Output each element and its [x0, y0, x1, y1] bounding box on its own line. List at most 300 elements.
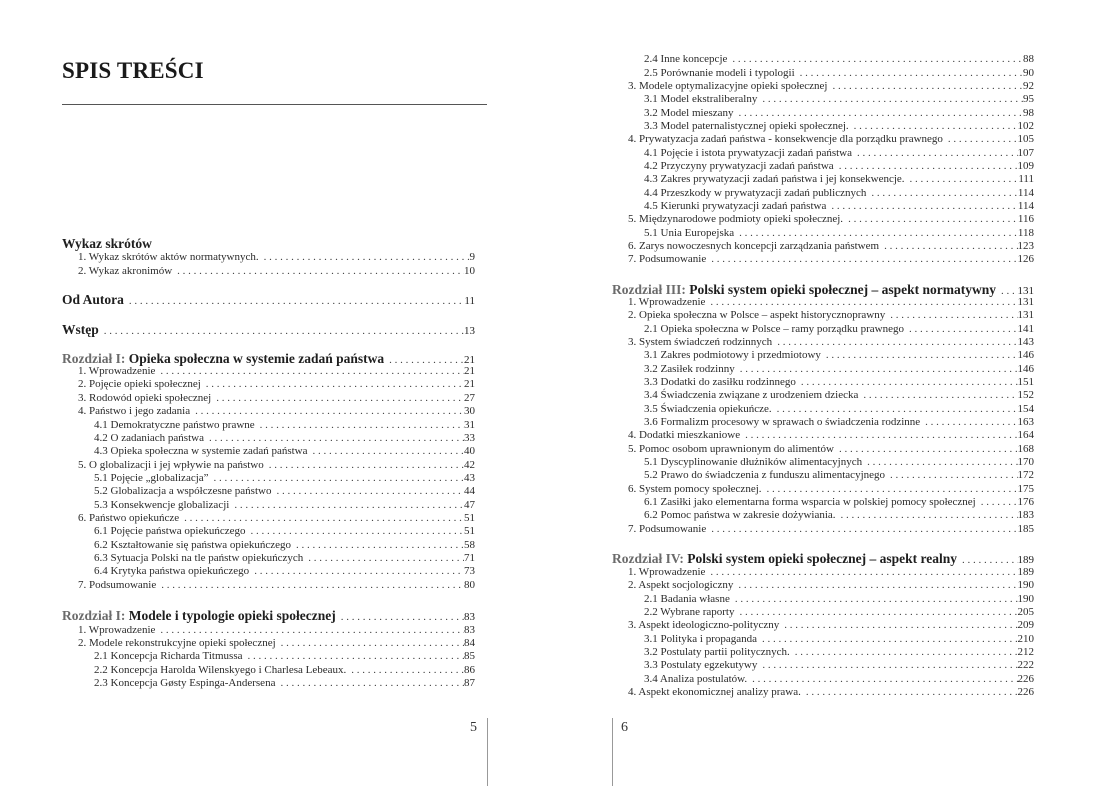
- toc-entry: [612, 523, 1034, 535]
- dot-leader: [779, 619, 1017, 631]
- toc-page-number: 109: [1017, 160, 1034, 172]
- toc-entry: [612, 227, 1034, 239]
- dot-leader: [849, 120, 1018, 132]
- toc-entry-title: [62, 236, 152, 252]
- toc-page-number: 58: [464, 539, 475, 551]
- toc-entry-title: [644, 673, 747, 685]
- toc-entry-title: [628, 579, 733, 591]
- toc-entry-title: [94, 445, 308, 457]
- toc-entry: [612, 579, 1034, 591]
- toc-entry-title: [644, 416, 920, 428]
- toc-entry-title: [78, 624, 155, 636]
- toc-entry-text: 4.3 Zakres prywatyzacji zadań państwa i jej konsekwencje.: [644, 173, 905, 185]
- toc-entry-title: [78, 579, 156, 591]
- toc-entry-title: [644, 509, 836, 521]
- dot-leader: [734, 227, 1018, 239]
- dot-leader: [229, 499, 464, 511]
- toc-page-number: 11: [464, 295, 475, 307]
- toc-entry-title: [628, 429, 740, 441]
- toc-entry-title: [628, 213, 843, 225]
- toc-entry-title: [78, 512, 179, 524]
- toc-entry: [612, 67, 1034, 79]
- toc-entry: [62, 445, 475, 457]
- toc-entry: [62, 499, 475, 511]
- toc-entry: [612, 496, 1034, 508]
- toc-entry-text: 5. Międzynarodowe podmioty opieki społecznej.: [628, 213, 844, 225]
- toc-entry-text: 4.4 Przeszkody w prywatyzacji zadań publicznych: [644, 187, 867, 199]
- toc-entry-title: [644, 323, 904, 335]
- toc-page-number: 71: [464, 552, 475, 564]
- toc-entry-text: 4.2 Przyczyny prywatyzacji zadań państwa: [644, 160, 834, 172]
- toc-page-number: 172: [1017, 469, 1034, 481]
- dot-leader: [790, 646, 1018, 658]
- toc-page-number: 40: [464, 445, 475, 457]
- toc-entry-title: [628, 80, 827, 92]
- toc-entry-title: [78, 459, 264, 471]
- dot-leader: [920, 416, 1017, 428]
- toc-page-number: 51: [464, 512, 475, 524]
- toc-entry-title: [628, 296, 705, 308]
- toc-entry: [62, 565, 475, 577]
- toc-page-number: 95: [1023, 93, 1034, 105]
- toc-entry-text: 5.1 Pojęcie „globalizacja”: [94, 472, 209, 484]
- toc-entry-title: [62, 322, 99, 338]
- chapter-label: Rozdział IV:: [612, 551, 688, 566]
- toc-entry: [62, 624, 475, 636]
- toc-page-number: 21: [464, 365, 475, 377]
- toc-chapter-entry: [62, 292, 475, 308]
- toc-page-number: 44: [464, 485, 475, 497]
- gutter-line-right: [612, 718, 613, 786]
- toc-entry-text: 2. Pojęcie opieki społecznej: [78, 378, 201, 390]
- dot-leader: [255, 419, 464, 431]
- dot-leader: [733, 579, 1017, 591]
- chapter-label: Rozdział III:: [612, 282, 690, 297]
- toc-entry: [612, 147, 1034, 159]
- toc-entry-text: 5.1 Unia Europejska: [644, 227, 735, 239]
- toc-entry-text: 4.1 Demokratyczne państwo prawne: [94, 419, 255, 431]
- toc-page-number: 114: [1017, 200, 1034, 212]
- dot-leader: [772, 336, 1017, 348]
- title-rule: [62, 104, 487, 105]
- toc-entry-text: Opieka społeczna w systemie zadań państwa: [128, 351, 385, 366]
- toc-entry-text: 4. Aspekt ekonomicznej analizy prawa.: [628, 686, 801, 698]
- dot-leader: [242, 650, 464, 662]
- toc-entry-text: 7. Podsumowanie: [628, 523, 707, 535]
- dot-leader: [259, 251, 470, 263]
- toc-page-number: 116: [1017, 213, 1034, 225]
- dot-leader: [308, 445, 464, 457]
- toc-entry-text: 3.2 Model mieszany: [644, 107, 734, 119]
- toc-entry-text: 5.2 Prawo do świadczenia z funduszu alimentacyjnego: [644, 469, 886, 481]
- toc-page-number: 9: [469, 251, 475, 263]
- toc-entry-title: [644, 147, 852, 159]
- toc-entry: [62, 265, 475, 277]
- toc-entry: [62, 485, 475, 497]
- toc-entry: [612, 120, 1034, 132]
- dot-leader: [904, 323, 1018, 335]
- dot-leader: [211, 392, 464, 404]
- toc-page-number: 107: [1017, 147, 1034, 159]
- toc-page-number: 123: [1017, 240, 1034, 252]
- toc-entry-title: [94, 552, 303, 564]
- toc-page-number: 131: [1017, 285, 1034, 297]
- toc-entry-text: 4.2 O zadaniach państwa: [94, 432, 204, 444]
- dot-leader: [705, 566, 1017, 578]
- chapter-label: Rozdział I:: [62, 608, 129, 623]
- toc-page-number: 47: [464, 499, 475, 511]
- toc-entry-title: [78, 637, 276, 649]
- dot-leader: [772, 403, 1018, 415]
- toc-entry-title: [628, 133, 943, 145]
- toc-entry-title: [94, 677, 275, 689]
- dot-leader: [826, 200, 1018, 212]
- toc-page-number: 183: [1017, 509, 1034, 521]
- toc-page-number: 190: [1017, 579, 1034, 591]
- toc-page-number: 43: [464, 472, 475, 484]
- dot-leader: [276, 637, 464, 649]
- toc-page-number: 92: [1023, 80, 1034, 92]
- toc-chapter-entry: [62, 608, 475, 624]
- toc-entry-text: Modele i typologie opieki społecznej: [128, 608, 336, 623]
- toc-entry: [612, 53, 1034, 65]
- gutter-line-left: [487, 718, 488, 786]
- toc-entry-title: [644, 187, 866, 199]
- toc-entry-text: 1. Wykaz skrótów aktów normatywnych.: [78, 251, 259, 263]
- toc-entry-title: [78, 392, 211, 404]
- dot-leader: [172, 265, 464, 277]
- toc-entry: [612, 619, 1034, 631]
- toc-entry: [62, 650, 475, 662]
- toc-page-number: 164: [1017, 429, 1034, 441]
- toc-entry: [612, 213, 1034, 225]
- toc-entry: [62, 419, 475, 431]
- toc-entry-text: 2.5 Porównanie modeli i typologii: [644, 67, 795, 79]
- toc-entry-text: 1. Wprowadzenie: [78, 624, 156, 636]
- toc-entry-title: [62, 292, 124, 308]
- toc-page-number: 30: [464, 405, 475, 417]
- toc-page-number: 86: [464, 664, 475, 676]
- dot-leader: [705, 296, 1017, 308]
- toc-entry-text: 2. Opieka społeczna w Polsce – aspekt historycznoprawny: [628, 309, 886, 321]
- toc-entry-text: 6.4 Krytyka państwa opiekuńczego: [94, 565, 250, 577]
- dot-leader: [836, 509, 1018, 521]
- toc-entry-title: [644, 389, 858, 401]
- toc-page-number: 13: [464, 325, 475, 337]
- toc-entry-text: 2. Wykaz akronimów: [78, 265, 173, 277]
- toc-entry-title: [94, 485, 271, 497]
- toc-entry-title: [94, 432, 204, 444]
- page-number-right: 6: [621, 720, 628, 735]
- toc-entry-text: 7. Podsumowanie: [78, 579, 157, 591]
- toc-entry-text: 6.1 Zasiłki jako elementarna forma wsparcia w polskiej pomocy społecznej: [644, 496, 976, 508]
- toc-entry: [62, 579, 475, 591]
- toc-page-number: 163: [1017, 416, 1034, 428]
- toc-entry-title: [78, 405, 190, 417]
- toc-entry: [62, 365, 475, 377]
- toc-page-number: 212: [1017, 646, 1034, 658]
- dot-leader: [821, 349, 1018, 361]
- dot-leader: [727, 53, 1023, 65]
- toc-entry-text: 3.1 Model ekstraliberalny: [644, 93, 758, 105]
- toc-entry-text: 2.1 Badania własne: [644, 593, 730, 605]
- toc-entry-title: [644, 200, 826, 212]
- dot-leader: [852, 147, 1017, 159]
- toc-entry-title: [94, 650, 242, 662]
- toc-entry-text: 4.5 Kierunki prywatyzacji zadań państwa: [644, 200, 827, 212]
- toc-entry-text: 3.3 Dodatki do zasiłku rodzinnego: [644, 376, 796, 388]
- toc-page-number: 31: [464, 419, 475, 431]
- toc-entry-title: [644, 376, 796, 388]
- dot-leader: [747, 673, 1017, 685]
- toc-entry-text: 6.1 Pojęcie państwa opiekuńczego: [94, 525, 246, 537]
- toc-page-number: 141: [1017, 323, 1034, 335]
- toc-entry-text: 6. Państwo opiekuńcze: [78, 512, 180, 524]
- toc-entry-title: [644, 403, 772, 415]
- dot-leader: [858, 389, 1017, 401]
- toc-entry-text: 6.2 Kształtowanie się państwa opiekuńczego: [94, 539, 292, 551]
- toc-page-number: 168: [1017, 443, 1034, 455]
- toc-entry-text: 2.4 Inne koncepcje: [644, 53, 728, 65]
- toc-entry: [612, 173, 1034, 185]
- dot-leader: [190, 405, 464, 417]
- dot-leader: [757, 659, 1017, 671]
- toc-page-number: 90: [1023, 67, 1034, 79]
- toc-entry-text: 5.2 Globalizacja a współczesne państwo: [94, 485, 272, 497]
- dot-leader: [801, 686, 1018, 698]
- dot-leader: [976, 496, 1018, 508]
- toc-entry-title: [644, 606, 734, 618]
- toc-entry-title: [628, 483, 762, 495]
- toc-entry-title: [644, 659, 757, 671]
- toc-entry-text: 3.5 Świadczenia opiekuńcze.: [644, 403, 772, 415]
- dot-leader: [275, 677, 464, 689]
- dot-leader: [879, 240, 1017, 252]
- toc-entry-title: [94, 419, 255, 431]
- toc-page-number: 190: [1017, 593, 1034, 605]
- toc-entry-text: 3. Rodowód opieki społecznej: [78, 392, 212, 404]
- dot-leader: [885, 309, 1017, 321]
- toc-entry-title: [628, 566, 705, 578]
- dot-leader: [843, 213, 1018, 225]
- toc-entry: [612, 403, 1034, 415]
- dot-leader: [155, 624, 464, 636]
- toc-entry-text: 5.1 Dyscyplinowanie dłużników alimentacyjnych: [644, 456, 863, 468]
- toc-page-number: 88: [1023, 53, 1034, 65]
- toc-page-number: 118: [1017, 227, 1034, 239]
- toc-entry: [62, 405, 475, 417]
- toc-page-number: 146: [1017, 349, 1034, 361]
- dot-leader: [706, 253, 1017, 265]
- toc-entry: [612, 107, 1034, 119]
- toc-entry-text: 6.3 Sytuacja Polski na tle państw opiekuńczych: [94, 552, 304, 564]
- toc-page-number: 73: [464, 565, 475, 577]
- toc-chapter-entry: [62, 236, 475, 252]
- toc-entry: [612, 606, 1034, 618]
- toc-entry: [62, 539, 475, 551]
- toc-page-number: 176: [1017, 496, 1034, 508]
- toc-entry: [612, 416, 1034, 428]
- toc-entry-title: [612, 551, 957, 567]
- toc-entry: [612, 429, 1034, 441]
- toc-page-number: 10: [464, 265, 475, 277]
- toc-chapter-entry: [62, 322, 475, 338]
- toc-entry-text: 7. Podsumowanie: [628, 253, 707, 265]
- toc-entry-title: [628, 309, 885, 321]
- toc-entry-text: Wstęp: [62, 322, 99, 337]
- dot-leader: [757, 633, 1017, 645]
- toc-entry-title: [644, 646, 790, 658]
- toc-page-number: 175: [1017, 483, 1034, 495]
- page-title: SPIS TREŚCI: [62, 58, 204, 83]
- toc-entry-text: 3. System świadczeń rodzinnych: [628, 336, 773, 348]
- toc-entry: [612, 200, 1034, 212]
- toc-entry-title: [628, 240, 879, 252]
- toc-page-number: 80: [464, 579, 475, 591]
- dot-leader: [734, 107, 1023, 119]
- toc-entry: [612, 133, 1034, 145]
- toc-entry: [612, 633, 1034, 645]
- chapter-label: Rozdział I:: [62, 351, 129, 366]
- toc-page-number: 226: [1017, 673, 1034, 685]
- toc-entry-title: [644, 593, 730, 605]
- toc-page-number: 152: [1017, 389, 1034, 401]
- toc-page-number: 131: [1017, 309, 1034, 321]
- toc-entry-text: 4. Dodatki mieszkaniowe: [628, 429, 741, 441]
- toc-page-number: 222: [1017, 659, 1034, 671]
- toc-entry-text: 1. Wprowadzenie: [628, 296, 706, 308]
- toc-entry-title: [628, 253, 706, 265]
- toc-entry-text: 2.3 Koncepcja Gøsty Espinga-Andersena: [94, 677, 276, 689]
- toc-page-number: 210: [1017, 633, 1034, 645]
- toc-entry-title: [94, 472, 209, 484]
- toc-entry: [612, 686, 1034, 698]
- toc-entry-title: [94, 565, 249, 577]
- toc-entry: [612, 456, 1034, 468]
- toc-entry-text: Polski system opieki społecznej – aspekt realny: [687, 551, 958, 566]
- toc-entry-text: 1. Wprowadzenie: [628, 566, 706, 578]
- toc-entry: [62, 432, 475, 444]
- dot-leader: [201, 378, 464, 390]
- toc-entry-title: [628, 686, 801, 698]
- toc-entry-title: [644, 93, 757, 105]
- dot-leader: [336, 611, 464, 623]
- toc-entry: [612, 160, 1034, 172]
- toc-entry-text: 4.1 Pojęcie i istota prywatyzacji zadań państwa: [644, 147, 853, 159]
- dot-leader: [706, 523, 1017, 535]
- dot-leader: [124, 295, 465, 307]
- dot-leader: [862, 456, 1017, 468]
- toc-entry-title: [94, 499, 229, 511]
- toc-entry-text: 2.1 Opieka społeczna w Polsce – ramy porządku prawnego: [644, 323, 904, 335]
- toc-entry-text: Od Autora: [62, 292, 124, 307]
- toc-entry: [612, 336, 1034, 348]
- toc-entry: [612, 309, 1034, 321]
- toc-entry: [62, 472, 475, 484]
- toc-entry: [612, 253, 1034, 265]
- dot-leader: [957, 554, 1017, 566]
- toc-page-number: 111: [1018, 173, 1034, 185]
- toc-page-number: 209: [1017, 619, 1034, 631]
- dot-leader: [271, 485, 464, 497]
- dot-leader: [155, 365, 464, 377]
- toc-page-number: 84: [464, 637, 475, 649]
- toc-entry: [612, 646, 1034, 658]
- toc-page-number: 21: [464, 378, 475, 390]
- dot-leader: [796, 376, 1018, 388]
- dot-leader: [885, 469, 1017, 481]
- toc-entry: [612, 349, 1034, 361]
- toc-entry: [612, 389, 1034, 401]
- toc-entry-text: 4. Państwo i jego zadania: [78, 405, 191, 417]
- toc-entry-text: 4.3 Opieka społeczna w systemie zadań państwa: [94, 445, 308, 457]
- toc-entry-text: 3. Aspekt ideologiczno-polityczny: [628, 619, 780, 631]
- toc-entry-title: [628, 619, 779, 631]
- toc-entry-text: 2. Aspekt socjologiczny: [628, 579, 734, 591]
- toc-entry-title: [628, 523, 706, 535]
- toc-entry-text: Wykaz skrótów: [62, 236, 152, 251]
- toc-entry-text: 5. O globalizacji i jej wpływie na państwo: [78, 459, 264, 471]
- dot-leader: [179, 512, 464, 524]
- dot-leader: [734, 606, 1017, 618]
- toc-page-number: 33: [464, 432, 475, 444]
- toc-entry-title: [644, 227, 734, 239]
- toc-entry-text: Polski system opieki społecznej – aspekt normatywny: [689, 282, 996, 297]
- dot-leader: [730, 593, 1018, 605]
- dot-leader: [795, 67, 1023, 79]
- toc-entry-title: [644, 67, 795, 79]
- toc-entry-text: 3.1 Polityka i propaganda: [644, 633, 758, 645]
- toc-entry: [612, 376, 1034, 388]
- toc-entry-text: 6.2 Pomoc państwa w zakresie dożywiania.: [644, 509, 836, 521]
- toc-entry: [612, 296, 1034, 308]
- toc-entry-title: [644, 173, 905, 185]
- dot-leader: [264, 459, 464, 471]
- toc-page-number: 114: [1017, 187, 1034, 199]
- toc-entry-text: 2.2 Koncepcja Harolda Wilenskyego i Charlesa Lebeaux.: [94, 664, 347, 676]
- toc-entry: [62, 525, 475, 537]
- toc-entry-text: 3. Modele optymalizacyjne opieki społecznej: [628, 80, 828, 92]
- toc-page-number: 151: [1017, 376, 1034, 388]
- dot-leader: [905, 173, 1019, 185]
- toc-entry-text: 2.2 Wybrane raporty: [644, 606, 735, 618]
- toc-entry: [612, 659, 1034, 671]
- dot-leader: [762, 483, 1018, 495]
- toc-entry: [62, 378, 475, 390]
- toc-entry: [612, 593, 1034, 605]
- dot-leader: [346, 664, 464, 676]
- toc-page-number: 83: [464, 611, 475, 623]
- toc-page-number: 98: [1023, 107, 1034, 119]
- toc-entry: [612, 673, 1034, 685]
- dot-leader: [740, 429, 1017, 441]
- toc-entry-title: [78, 378, 201, 390]
- toc-page-number: 42: [464, 459, 475, 471]
- dot-leader: [249, 565, 464, 577]
- toc-entry-title: [644, 53, 727, 65]
- dot-leader: [156, 579, 464, 591]
- toc-entry-title: [628, 336, 772, 348]
- dot-leader: [943, 133, 1018, 145]
- toc-entry-text: 3.4 Świadczenia związane z urodzeniem dziecka: [644, 389, 859, 401]
- toc-entry: [62, 251, 475, 263]
- toc-page-number: 131: [1017, 296, 1034, 308]
- dot-leader: [834, 160, 1018, 172]
- dot-leader: [827, 80, 1023, 92]
- toc-entry-text: 3.3 Postulaty egzekutywy: [644, 659, 758, 671]
- toc-entry-title: [78, 265, 172, 277]
- toc-page-number: 185: [1017, 523, 1034, 535]
